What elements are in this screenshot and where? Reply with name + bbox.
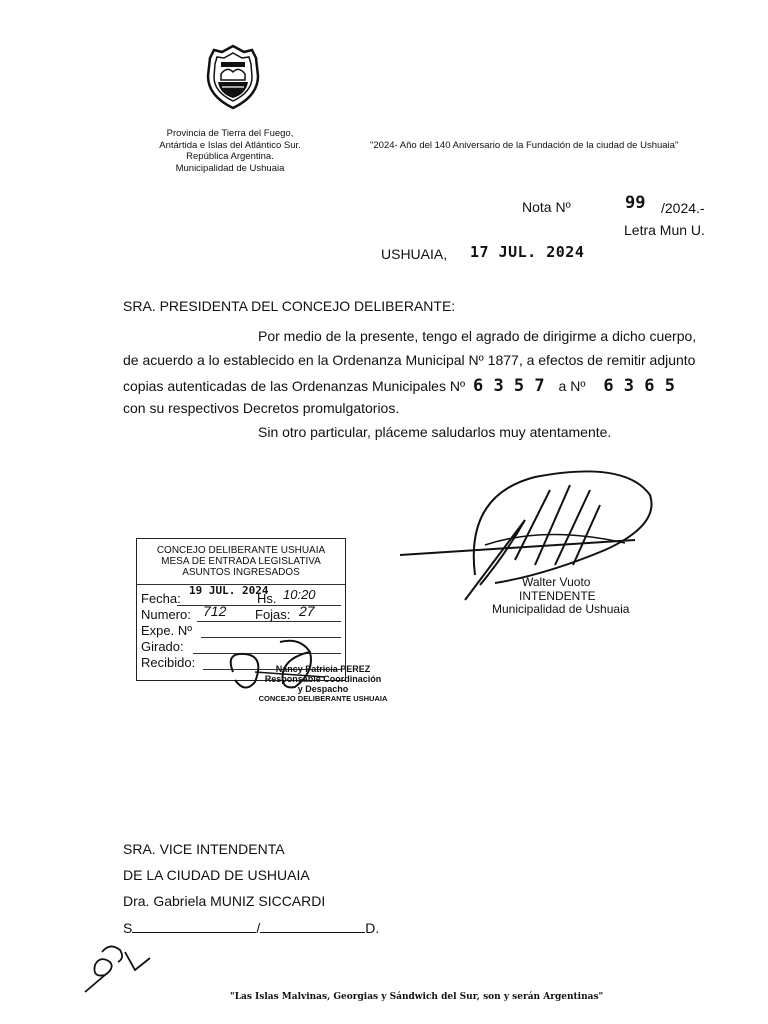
stamp-hs-label: Hs. [257, 591, 277, 606]
stamp-girado-label: Girado: [141, 639, 184, 654]
stamp-fecha-label: Fecha: [141, 591, 181, 606]
stamp-header-line: MESA DE ENTRADA LEGISLATIVA [161, 556, 321, 567]
note-year: /2024.- [661, 200, 705, 216]
letterhead-line: Provincia de Tierra del Fuego, [166, 128, 294, 139]
body-line-3-connector: a Nº [558, 378, 586, 394]
receiver-stamp-line: CONCEJO DELIBERANTE USHUAIA [258, 694, 388, 703]
footer-motto: "Las Islas Malvinas, Georgias y Sándwich del Sur, son y serán Argentinas" [230, 992, 604, 1002]
recipient-line-2: DE LA CIUDAD DE USHUAIA [123, 867, 310, 883]
receiver-stamp-line: y Despacho [297, 684, 349, 694]
stamp-fecha-value: 19 JUL. 2024 [189, 584, 269, 597]
stamp-fojas-value: 27 [299, 603, 315, 619]
letterhead-institution [130, 128, 330, 174]
signature-name: Walter Vuoto [522, 575, 591, 589]
stamp-numero-value: 712 [203, 603, 227, 619]
stamp-numero-label: Numero: [141, 607, 191, 622]
recipient-s-label: S [123, 920, 133, 936]
letterhead-line: Municipalidad de Ushuaia [175, 162, 285, 174]
ordinance-to: 6 3 6 5 [603, 376, 675, 396]
stamp-hs-value: 10:20 [283, 587, 316, 602]
body-line-2: de acuerdo a lo establecido en la Ordenanza Municipal Nº 1877, a efectos de remitir adjunto [123, 352, 696, 368]
note-letra: Letra Mun U. [624, 222, 705, 238]
letterhead-line: República Argentina. [186, 151, 274, 162]
initials-signature-icon [80, 940, 160, 998]
closing-line: Sin otro particular, pláceme saludarlos muy atentamente. [258, 424, 612, 440]
stamp-recibido-label: Recibido: [141, 655, 196, 670]
stamp-fojas-label: Fojas: [255, 607, 291, 622]
signature-org: Municipalidad de Ushuaia [492, 602, 630, 616]
body-line-1: Por medio de la presente, tengo el agrado de dirigirme a dicho cuerpo, [258, 328, 697, 344]
note-label: Nota Nº [522, 199, 571, 215]
letterhead-line: Antártida e Islas del Atlántico Sur. [159, 139, 301, 151]
year-motto: "2024- Año del 140 Aniversario de la Fundación de la ciudad de Ushuaia" [370, 140, 679, 151]
note-date-stamp: 17 JUL. 2024 [470, 243, 585, 261]
stamp-header-line: CONCEJO DELIBERANTE USHUAIA [156, 545, 326, 556]
ordinance-from: 6 3 5 7 [472, 376, 545, 396]
municipal-coat-of-arms-icon [202, 44, 264, 110]
recipient-sd-line [123, 920, 379, 936]
addressee: SRA. PRESIDENTA DEL CONCEJO DELIBERANTE: [123, 298, 456, 314]
recipient-line-1: SRA. VICE INTENDENTA [123, 841, 285, 857]
body-line-3-text: copias autenticadas de las Ordenanzas Municipales Nº [123, 378, 466, 394]
body-line-3 [123, 376, 675, 396]
receiver-stamp-line: Responsable Coordinación [264, 674, 382, 684]
receiver-stamp-line: Nancy Patricia PEREZ [275, 664, 371, 674]
stamp-header-line: ASUNTOS INGRESADOS [182, 567, 300, 578]
signature-title: INTENDENTE [519, 589, 596, 603]
note-number: 99 [625, 193, 646, 213]
stamp-expe-label: Expe. Nº [141, 623, 192, 638]
recipient-d-label: D. [365, 920, 380, 936]
recipient-slash: / [256, 920, 261, 936]
body-line-4: con su respectivos Decretos promulgatorios. [123, 400, 400, 416]
recipient-line-3: Dra. Gabriela MUNIZ SICCARDI [123, 893, 326, 909]
receiver-stamp [258, 664, 388, 703]
note-city: USHUAIA, [381, 246, 448, 262]
